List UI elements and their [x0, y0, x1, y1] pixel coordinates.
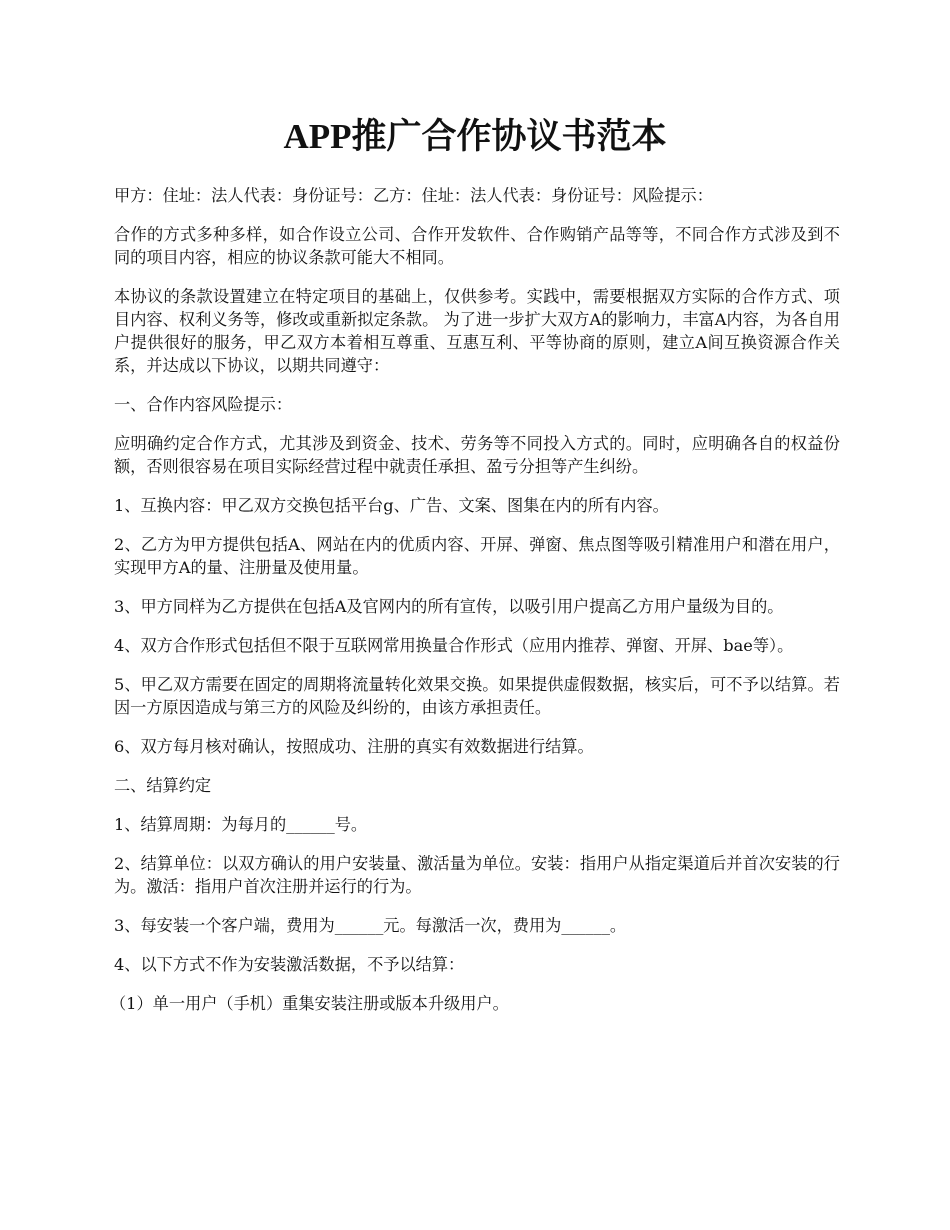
clause-item: 1、互换内容：甲乙双方交换包括平台g、广告、文案、图集在内的所有内容。	[114, 496, 669, 515]
party-info-paragraph: 甲方：住址：法人代表：身份证号：乙方：住址：法人代表：身份证号：风险提示：	[114, 186, 713, 205]
paragraph: 本协议的条款设置建立在特定项目的基础上，仅供参考。实践中，需要根据双方实际的合作方式、项目内容、权利义务等，修改或重新拟定条款。 为了进一步扩大双方A的影响力，丰富A内容，为各自用户提供很好的服务，甲乙双方本着相互尊重、互惠互利、平等协商的原则，建立A间互换资源合作关系，并达成以下协议，以期共同遵守：	[114, 287, 840, 375]
clause-item: 1、结算周期：为每月的______号。	[114, 815, 368, 834]
section-heading: 一、合作内容风险提示：	[114, 395, 293, 414]
sub-clause-item: （1）单一用户（手机）重集安装注册或版本升级用户。	[110, 994, 509, 1013]
section-heading: 二、结算约定	[114, 776, 212, 795]
document-body	[110, 184, 840, 1031]
paragraph: 合作的方式多种多样，如合作设立公司、合作开发软件、合作购销产品等等，不同合作方式涉及到不同的项目内容，相应的协议条款可能大不相同。	[114, 225, 840, 267]
document-title: APP推广合作协议书范本	[283, 117, 667, 156]
clause-item: 3、甲方同样为乙方提供在包括A及官网内的所有宣传，以吸引用户提高乙方用户量级为目的。	[114, 597, 784, 616]
paragraph: 应明确约定合作方式，尤其涉及到资金、技术、劳务等不同投入方式的。同时，应明确各自的权益份额，否则很容易在项目实际经营过程中就责任承担、盈亏分担等产生纠纷。	[114, 434, 840, 476]
clause-item: 2、结算单位：以双方确认的用户安装量、激活量为单位。安装：指用户从指定渠道后并首次安装的行为。激活：指用户首次注册并运行的行为。	[114, 854, 840, 896]
clause-item: 2、乙方为甲方提供包括A、网站在内的优质内容、开屏、弹窗、焦点图等吸引精准用户和潜在用户，实现甲方A的量、注册量及使用量。	[114, 535, 840, 577]
clause-item: 3、每安装一个客户端，费用为______元。每激活一次，费用为______。	[114, 916, 627, 935]
clause-item: 4、双方合作形式包括但不限于互联网常用换量合作形式（应用内推荐、弹窗、开屏、bae等）。	[114, 636, 794, 655]
clause-item: 4、以下方式不作为安装激活数据，不予以结算：	[114, 955, 465, 974]
clause-item: 6、双方每月核对确认，按照成功、注册的真实有效数据进行结算。	[114, 737, 594, 756]
clause-item: 5、甲乙双方需要在固定的周期将流量转化效果交换。如果提供虚假数据，核实后，可不予以结算。若因一方原因造成与第三方的风险及纠纷的，由该方承担责任。	[114, 675, 840, 717]
